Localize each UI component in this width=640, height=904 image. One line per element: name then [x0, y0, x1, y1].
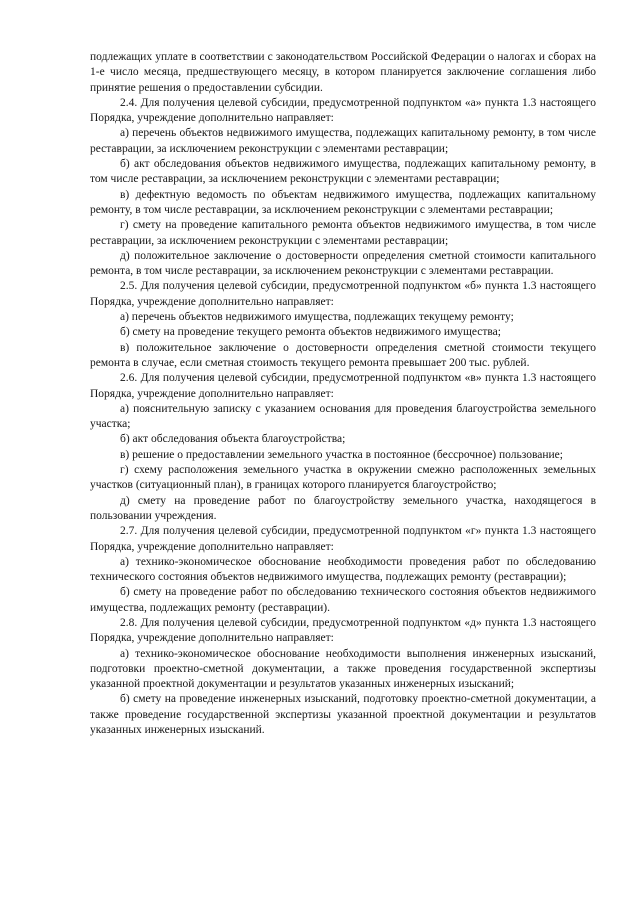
paragraph-2-4-a: а) перечень объектов недвижимого имущества, подлежащих капитальному ремонту, в том числе реставрации, за исключением реконструкции с элементами реставрации;	[90, 127, 596, 155]
paragraph-2-8-a: а) технико-экономическое обоснование необходимости выполнения инженерных изысканий, подготовки проектно-сметной документации, а также проведения государственной экспертизы указанной проектной документации и результатов указанных инженерных изысканий;	[90, 647, 596, 691]
paragraph-2-6-g: г) схему расположения земельного участка в окружении смежно расположенных земельных участков (ситуационный план), в границах которого планируется благоустройство;	[90, 464, 596, 492]
paragraph-2-4-d: д) положительное заключение о достоверности определения сметной стоимости капитального ремонта, в том числе реставрации, за исключением реконструкции с элементами реставрации.	[90, 249, 596, 278]
paragraph-2-6-a: а) пояснительную записку с указанием основания для проведения благоустройства земельного участка;	[90, 402, 596, 431]
paragraph-2-7: 2.7. Для получения целевой субсидии, предусмотренной подпунктом «г» пункта 1.3 настоящего Порядка, учреждение дополнительно направляет:	[90, 525, 596, 553]
document-page	[90, 50, 596, 738]
paragraph-2-8: 2.8. Для получения целевой субсидии, предусмотренной подпунктом «д» пункта 1.3 настоящего Порядка, учреждение дополнительно направляет:	[90, 616, 596, 645]
paragraph-2-8-b: б) смету на проведение инженерных изысканий, подготовку проектно-сметной документации, а также проведение государственной экспертизы указанной проектной документации и результатов указанных инженерных изысканий.	[90, 693, 596, 737]
paragraph-2-6: 2.6. Для получения целевой субсидии, предусмотренной подпунктом «в» пункта 1.3 настоящего Порядка, учреждение дополнительно направляет:	[90, 372, 596, 400]
paragraph-2-6-d: д) смету на проведение работ по благоустройству земельного участка, находящегося в пользовании учреждения.	[90, 494, 596, 522]
paragraph-2-6-v: в) решение о предоставлении земельного участка в постоянное (бессрочное) пользование;	[120, 448, 563, 461]
paragraph-2-5: 2.5. Для получения целевой субсидии, предусмотренной подпунктом «б» пункта 1.3 настоящего Порядка, учреждение дополнительно направляет:	[90, 280, 596, 308]
paragraph-2-7-a: а) технико-экономическое обоснование необходимости проведения работ по обследованию технического состояния объектов недвижимого имущества, подлежащих ремонту (реставрации);	[90, 555, 596, 584]
paragraph-2-4-b: б) акт обследования объектов недвижимого имущества, подлежащих капитальному ремонту, в том числе реставрации, за исключением реконструкции с элементами реставрации;	[90, 158, 596, 186]
paragraph-2-5-a: а) перечень объектов недвижимого имущества, подлежащих текущему ремонту;	[120, 311, 514, 324]
paragraph-2-6-b: б) акт обследования объекта благоустройства;	[120, 433, 346, 446]
paragraph-2-5-v: в) положительное заключение о достоверности определения сметной стоимости текущего ремонта в случае, если сметная стоимость текущего ремонта превышает 200 тыс. рублей.	[90, 341, 596, 369]
paragraph-2-4: 2.4. Для получения целевой субсидии, предусмотренной подпунктом «а» пункта 1.3 настоящего Порядка, учреждение дополнительно направляет:	[90, 96, 596, 125]
paragraph-continuation: подлежащих уплате в соответствии с законодательством Российской Федерации о налогах и сборах на 1-е число месяца, предшествующего месяцу, в котором планируется заключение соглашения либо принятие решения о предоставлении субсидии.	[90, 51, 596, 94]
paragraph-2-4-g: г) смету на проведение капитального ремонта объектов недвижимого имущества, в том числе реставрации, за исключением реконструкции с элементами реставрации;	[90, 219, 596, 247]
paragraph-2-5-b: б) смету на проведение текущего ремонта объектов недвижимого имущества;	[120, 326, 501, 339]
paragraph-2-4-v: в) дефектную ведомость по объектам недвижимого имущества, подлежащих капитальному ремонту, в том числе реставрации, за исключением реконструкции с элементами реставрации;	[90, 188, 596, 216]
paragraph-2-7-b: б) смету на проведение работ по обследованию технического состояния объектов недвижимого имущества, подлежащих ремонту (реставрации).	[90, 586, 596, 614]
